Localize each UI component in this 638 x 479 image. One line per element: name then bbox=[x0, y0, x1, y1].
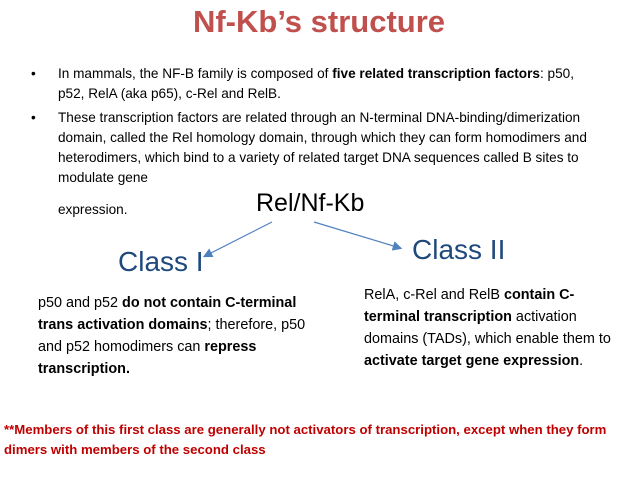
bullet-bold-text: five related transcription factors bbox=[332, 66, 540, 81]
bullet-text: : p50, p52, RelA (aka p65), c-Rel and RelB. bbox=[58, 66, 574, 101]
slide-title: Nf-Kb’s structure bbox=[192, 4, 446, 39]
class1-bold: repress transcription. bbox=[38, 339, 257, 377]
class2-text: activation domains (TADs), which enable them to bbox=[364, 309, 611, 347]
bullet-dot-icon: • bbox=[31, 66, 36, 81]
bullet-dot-icon: • bbox=[31, 110, 36, 125]
bullet-text-end: expression. bbox=[58, 202, 128, 217]
class1-heading: Class I bbox=[118, 246, 204, 277]
arrow-to-class2 bbox=[314, 222, 400, 248]
footnote: **Members of this first class are generally not activators of transcription, except when they form dimers with members of the second class bbox=[4, 422, 607, 457]
class2-description bbox=[364, 284, 626, 372]
class2-bold: contain C-terminal transcription bbox=[364, 287, 575, 325]
class2-text: RelA, c-Rel and RelB bbox=[364, 287, 504, 303]
arrow-to-class1 bbox=[205, 222, 272, 256]
class2-text: . bbox=[579, 353, 584, 369]
rel-nfkb-label: Rel/Nf-Kb bbox=[256, 189, 365, 217]
class2-heading: Class II bbox=[412, 234, 506, 265]
class1-description bbox=[38, 292, 310, 380]
class1-bold: do not contain C-terminal trans activation domains bbox=[38, 295, 297, 333]
class1-text: p50 and p52 bbox=[38, 295, 123, 311]
class2-bold: activate target gene expression bbox=[364, 353, 580, 369]
bullet-text: In mammals, the NF-B family is composed of bbox=[58, 66, 333, 81]
bullet-text: These transcription factors are related through an N-terminal DNA-binding/dimerization domain, called the Rel homology domain, through which they can form homodimers and heterodimers, which bind to a variety of related target DNA sequences called B sites to modulate gene bbox=[58, 110, 587, 185]
class1-text: ; therefore, p50 and p52 homodimers can bbox=[38, 317, 306, 355]
